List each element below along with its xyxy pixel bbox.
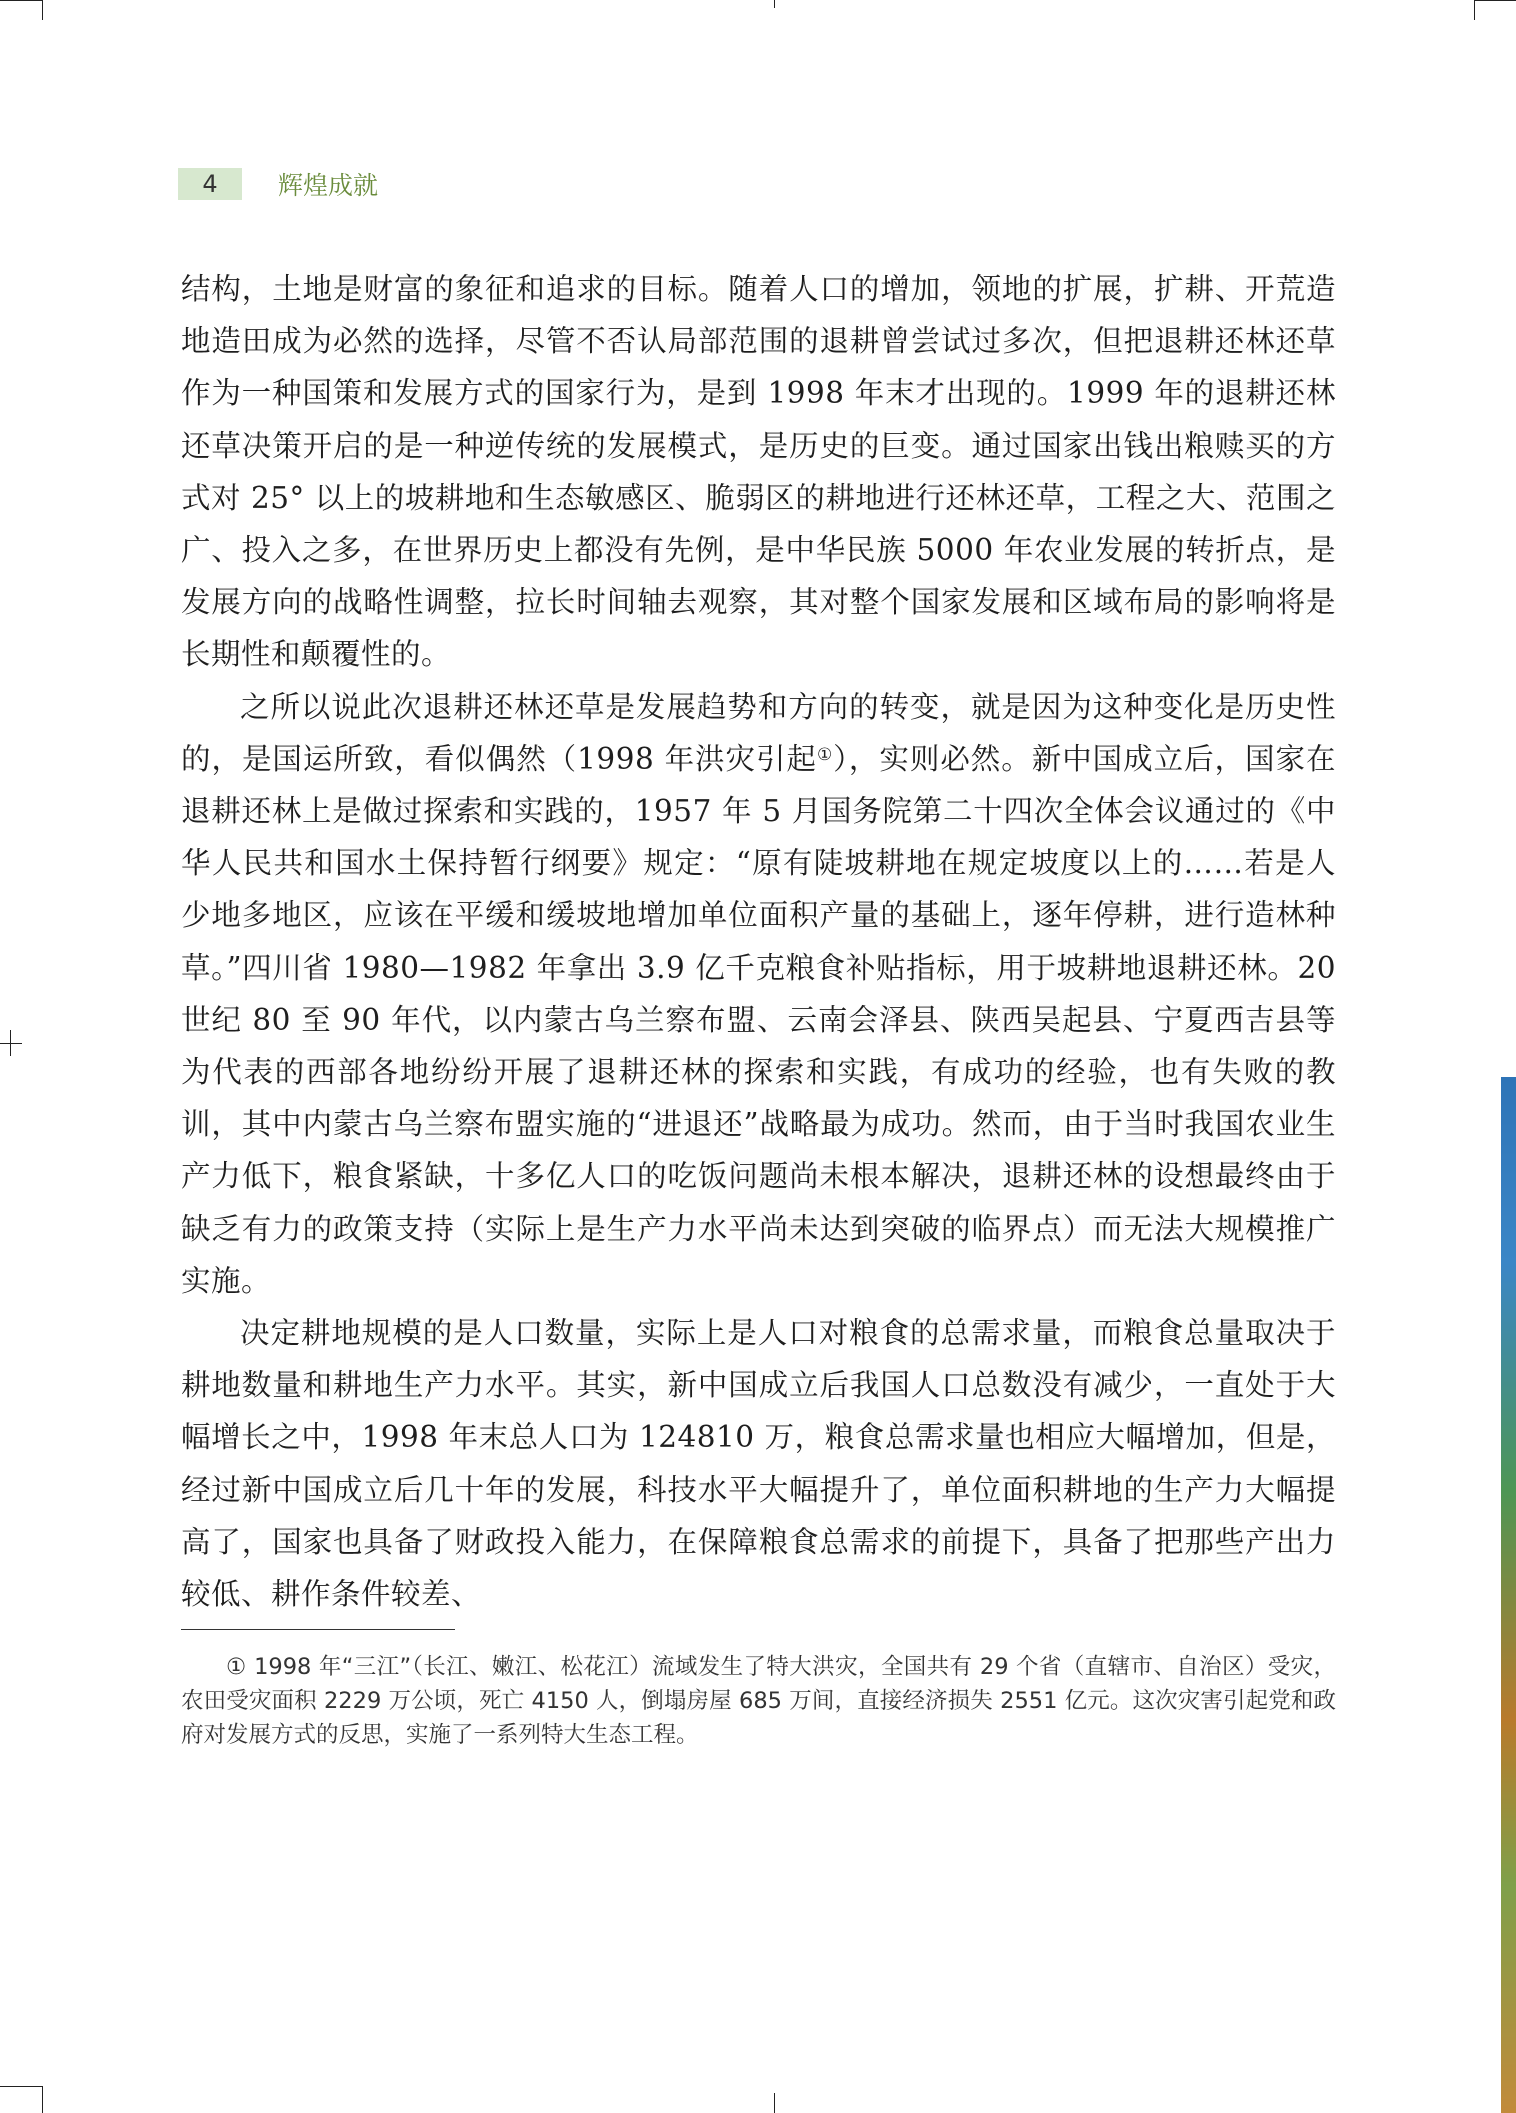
edge-photo-strip — [1501, 1077, 1516, 2113]
footnote: ① 1998 年“三江”（长江、嫩江、松花江）流域发生了特大洪灾，全国共有 29 个省（直辖市、自治区）受灾，农田受灾面积 2229 万公顷，死亡 4150 人，倒塌房屋 685 万间，直接经济损失 2551 亿元。这次灾害引起党和政府对发展方式的反思，实施了一系列特大生态工程。 — [181, 1654, 1336, 1748]
crop-mark — [0, 2086, 42, 2087]
crop-mark — [1474, 0, 1475, 20]
paragraph — [181, 681, 1336, 1307]
crop-mark — [42, 0, 43, 20]
paragraph-text: ），实则必然。新中国成立后，国家在退耕还林上是做过探索和实践的，1957 年 5 月国务院第二十四次全体会议通过的《中华人民共和国水土保持暂行纲要》规定：“原有陡坡耕地在规定坡度以上的……若是人少地多地区，应该在平缓和缓坡地增加单位面积产量的基础上，逐年停耕，进行造林种草。”四川省 1980—1982 年拿出 3.9 亿千克粮食补贴指标，用于坡耕地退耕还林。20 世纪 80 至 90 年代，以内蒙古乌兰察布盟、云南会泽县、陕西吴起县、宁夏西吉县等为代表的西部各地纷纷开展了退耕还林的探索和实践，有成功的经验，也有失败的教训，其中内蒙古乌兰察布盟实施的“进退还”战略最为成功。然而，由于当时我国农业生产力低下，粮食紧缺，十多亿人口的吃饭问题尚未根本解决，退耕还林的设想最终由于缺乏有力的政策支持（实际上是生产力水平尚未达到突破的临界点）而无法大规模推广实施。 — [181, 741, 1336, 1298]
crop-mark — [1474, 0, 1516, 1]
paragraph: 结构，土地是财富的象征和追求的目标。随着人口的增加，领地的扩展，扩耕、开荒造地造田成为必然的选择，尽管不否认局部范围的退耕曾尝试过多次，但把退耕还林还草作为一种国策和发展方式的国家行为，是到 1998 年末才出现的。1999 年的退耕还林还草决策开启的是一种逆传统的发展模式，是历史的巨变。通过国家出钱出粮赎买的方式对 25° 以上的坡耕地和生态敏感区、脆弱区的耕地进行还林还草，工程之大、范围之广、投入之多，在世界历史上都没有先例，是中华民族 5000 年农业发展的转折点，是发展方向的战略性调整，拉长时间轴去观察，其对整个国家发展和区域布局的影响将是长期性和颠覆性的。 — [181, 272, 1336, 672]
crop-mark — [42, 2086, 43, 2113]
footnote-reference[interactable]: ① — [816, 744, 834, 765]
crop-mark — [10, 1030, 11, 1056]
chapter-title: 辉煌成就 — [278, 171, 379, 200]
paragraph: 决定耕地规模的是人口数量，实际上是人口对粮食的总需求量，而粮食总量取决于耕地数量和耕地生产力水平。其实，新中国成立后我国人口总数没有减少，一直处于大幅增长之中，1998 年末总人口为 124810 万，粮食总需求量也相应大幅增加，但是，经过新中国成立后几十年的发展，科技水平大幅提升了，单位面积耕地的生产力大幅提高了，国家也具备了财政投入能力，在保障粮食总需求的前提下，具备了把那些产出力较低、耕作条件较差、 — [181, 1316, 1336, 1612]
crop-mark — [774, 0, 775, 8]
crop-mark — [0, 1043, 22, 1044]
paragraph-text: 之所以说此次退耕还林还草是发展趋势和方向的转变，就是因为这种变化是历史性的，是国运所致，看似偶然（1998 年洪灾引起 — [181, 689, 1336, 776]
page-number: 4 — [178, 168, 242, 200]
footnote-divider — [181, 1629, 455, 1630]
crop-mark — [0, 0, 42, 1]
crop-mark — [774, 2093, 775, 2113]
body-text — [181, 263, 1336, 1620]
